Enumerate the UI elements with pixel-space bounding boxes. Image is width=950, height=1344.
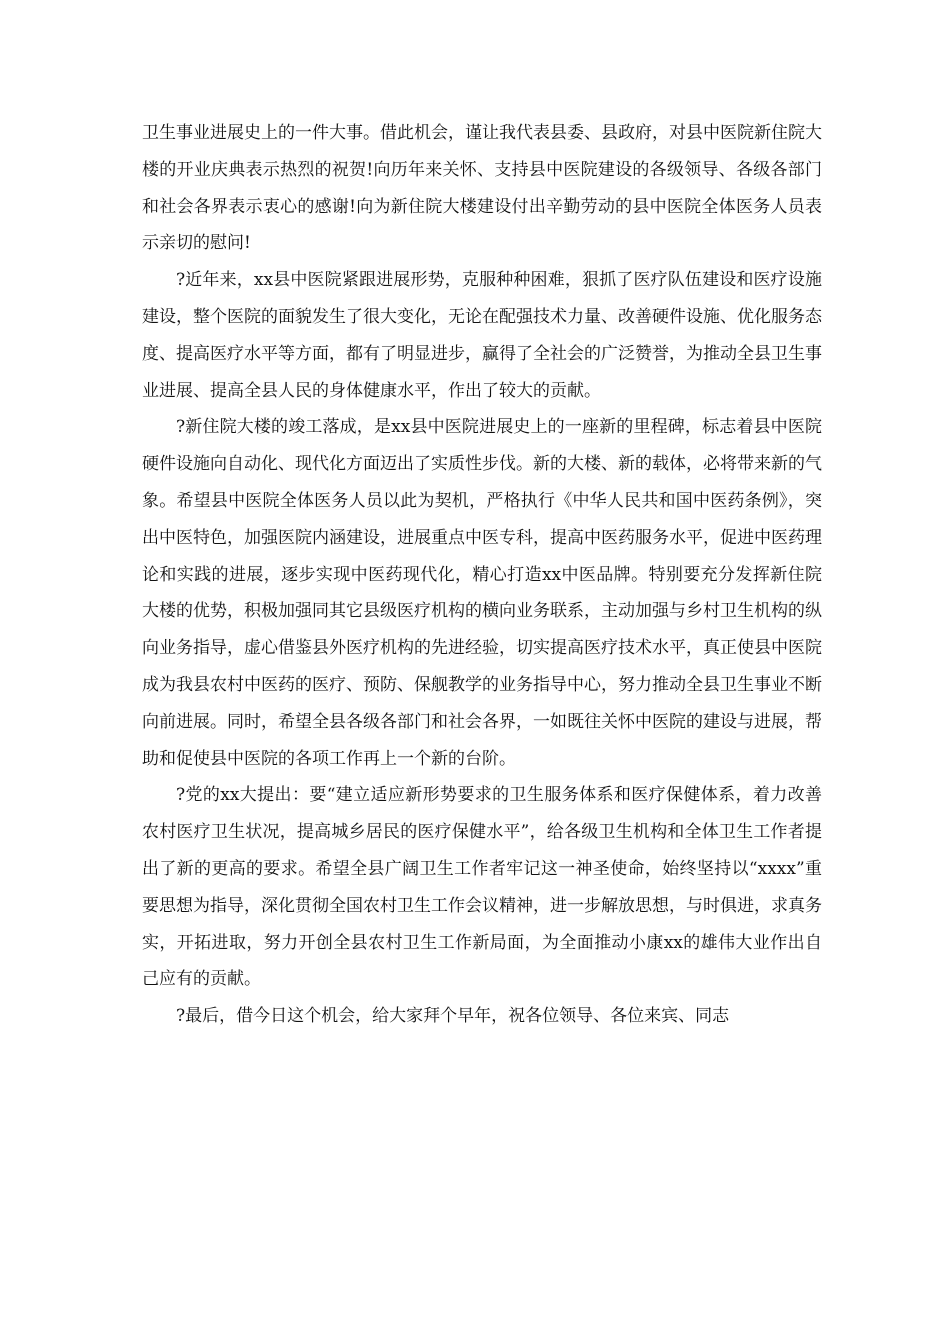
- paragraph-5: ?最后，借今日这个机会，给大家拜个早年，祝各位领导、各位来宾、同志: [176, 1006, 730, 1027]
- paragraph-3: ?新住院大楼的竣工落成，是xx县中医院进展史上的一座新的里程碑，标志着县中医院硬件设施向自动化、现代化方面迈出了实质性步伐。新的大楼、新的载体，必将带来新的气象。希望县中医院全体医务人员以此为契机，严格执行《中华人民共和国中医药条例》，突出中医特色，加强医院内涵建设，进展重点中医专科，提高中医药服务水平，促进中医药理论和实践的进展，逐步实现中医药现代化，精心打造xx中医品牌。特别要充分发挥新住院大楼的优势，积极加强同其它县级医疗机构的横向业务联系，主动加强与乡村卫生机构的纵向业务指导，虚心借鉴县外医疗机构的先进经验，切实提高医疗技术水平，真正使县中医院成为我县农村中医药的医疗、预防、保舰教学的业务指导中心，努力推动全县卫生事业不断向前进展。同时，希望全县各级各部门和社会各界，一如既往关怀中医院的建设与进展，帮助和促使县中医院的各项工作再上一个新的台阶。: [142, 417, 822, 769]
- paragraph-2: ?近年来，xx县中医院紧跟进展形势，克服种种困难，狠抓了医疗队伍建设和医疗设施建设，整个医院的面貌发生了很大变化，无论在配强技术力量、改善硬件设施、优化服务态度、提高医疗水平等方面，都有了明显进步，赢得了全社会的广泛赞誉，为推动全县卫生事业进展、提高全县人民的身体健康水平，作出了较大的贡献。: [142, 270, 822, 401]
- document-body: [142, 115, 822, 1035]
- paragraph-1: 卫生事业进展史上的一件大事。借此机会，谨让我代表县委、县政府，对县中医院新住院大楼的开业庆典表示热烈的祝贺!向历年来关怀、支持县中医院建设的各级领导、各级各部门和社会各界表示衷心的感谢!向为新住院大楼建设付出辛勤劳动的县中医院全体医务人员表示亲切的慰问!: [142, 123, 822, 254]
- paragraph-4: ?党的xx大提出：要“建立适应新形势要求的卫生服务体系和医疗保健体系，着力改善农村医疗卫生状况，提高城乡居民的医疗保健水平”，给各级卫生机构和全体卫生工作者提出了新的更高的要求。希望全县广阔卫生工作者牢记这一神圣使命，始终坚持以“xxxx”重要思想为指导，深化贯彻全国农村卫生工作会议精神，进一步解放思想，与时俱进，求真务实，开拓进取，努力开创全县农村卫生工作新局面，为全面推动小康xx的雄伟大业作出自己应有的贡献。: [142, 785, 822, 990]
